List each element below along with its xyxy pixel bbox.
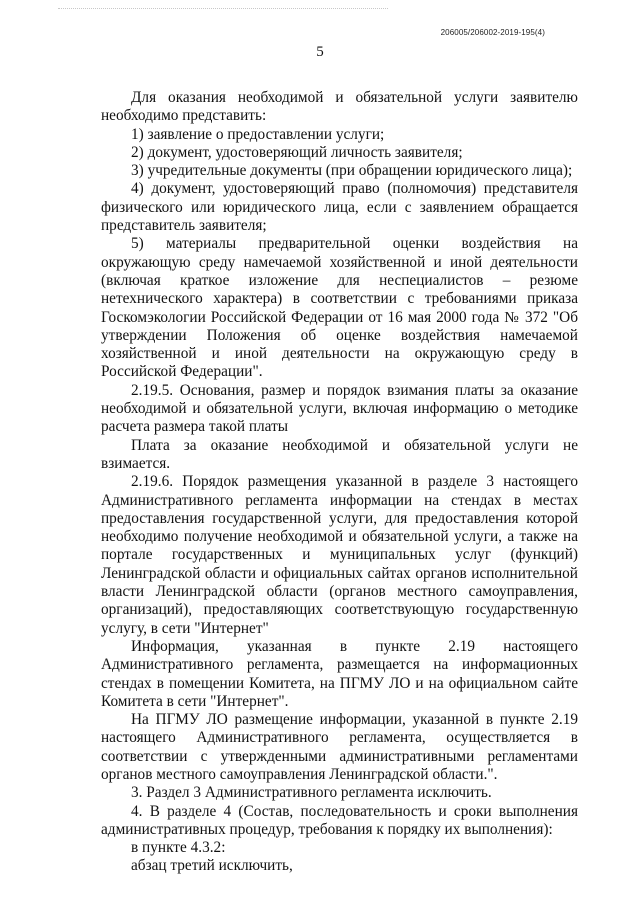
- list-item-5: 5) материалы предварительной оценки воздействия на окружающую среду намечаемой хозяйственной и иной деятельности (включая краткое изложение для неспециалистов – резюме нетехнического характера) в соответствии с требованиями приказа Госкомэкологии Российской Федерации от 16 мая 2000 года № 372 "Об утверждении Положения об оценке воздействия намечаемой хозяйственной и иной деятельности на окружающую среду в Российской Федерации".: [101, 235, 578, 381]
- scan-artifact-line: [58, 8, 388, 10]
- paragraph-intro: Для оказания необходимой и обязательной услуги заявителю необходимо представить:: [101, 89, 578, 125]
- page-number: 5: [316, 44, 324, 60]
- paragraph-section-4: 4. В разделе 4 (Состав, последовательность и сроки выполнения административных процедур, требования к порядку их выполнения):: [101, 802, 578, 838]
- document-id: 206005/206002-2019-195(4): [440, 28, 545, 37]
- paragraph-abzac: абзац третий исключить,: [131, 857, 293, 875]
- section-2-19-6-heading: 2.19.6. Порядок размещения указанной в разделе 3 настоящего Административного регламента информации на стендах в местах предоставления государственной услуги, для предоставления которой необходимо получение необходимой и обязательной услуги, а также на портале государственных и муниципальных услуг (функций) Ленинградской области и официальных сайтах органов исполнительной власти Ленинградской области (органов местного самоуправления, организаций), предоставляющих соответствующую государственную услугу, в сети "Интернет": [101, 473, 578, 637]
- paragraph-fee: Плата за оказание необходимой и обязательной услуги не взимается.: [101, 436, 578, 472]
- paragraph-pgmu: На ПГМУ ЛО размещение информации, указанной в пункте 2.19 настоящего Административного регламента, осуществляется в соответствии с утвержденными административными регламентами органов местного самоуправления Ленинградской области.".: [101, 711, 578, 783]
- document-body: [101, 89, 578, 876]
- list-item-2: 2) документ, удостоверяющий личность заявителя;: [131, 143, 463, 161]
- paragraph-information: Информация, указанная в пункте 2.19 настоящего Административного регламента, размещается на информационных стендах в помещении Комитета, на ПГМУ ЛО и на официальном сайте Комитета в сети "Интернет".: [101, 637, 578, 710]
- paragraph-point-4-3-2: в пункте 4.3.2:: [131, 839, 226, 857]
- paragraph-section-3: 3. Раздел 3 Административного регламента исключить.: [131, 784, 492, 802]
- section-2-19-5-heading: 2.19.5. Основания, размер и порядок взимания платы за оказание необходимой и обязательной услуги, включая информацию о методике расчета размера такой платы: [101, 381, 578, 436]
- list-item-3: 3) учредительные документы (при обращении юридического лица);: [131, 162, 573, 180]
- list-item-4: 4) документ, удостоверяющий право (полномочия) представителя физического или юридического лица, если с заявлением обращается представитель заявителя;: [101, 180, 578, 235]
- list-item-1: 1) заявление о предоставлении услуги;: [131, 125, 385, 143]
